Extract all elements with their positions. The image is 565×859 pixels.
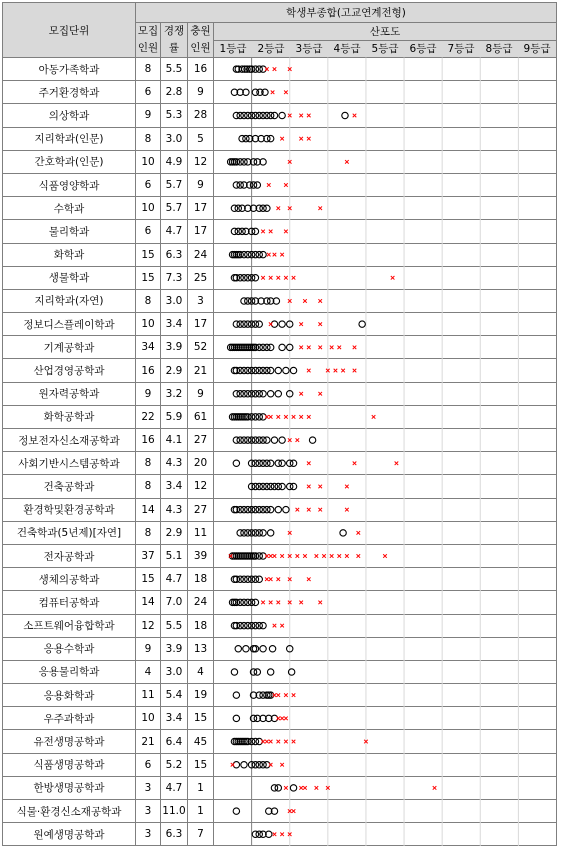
- rate-cell: 7.3: [161, 266, 188, 289]
- scatter-cell: [214, 150, 557, 173]
- scatter-cell: [214, 382, 557, 405]
- rate-cell: 5.7: [161, 197, 188, 220]
- quota-cell: 14: [136, 591, 161, 614]
- dept-cell: 식품생명공학과: [3, 753, 136, 776]
- rate-cell: 3.0: [161, 289, 188, 312]
- dept-cell: 전자공학과: [3, 544, 136, 567]
- dept-cell: 건축공학과: [3, 475, 136, 498]
- rate-cell: 6.3: [161, 243, 188, 266]
- scatter-cell: [214, 127, 557, 150]
- quota-cell: 15: [136, 266, 161, 289]
- header-quota: 모집 인원: [136, 23, 161, 58]
- scatter-cell: [214, 753, 557, 776]
- table-row: [3, 429, 557, 452]
- table-row: [3, 568, 557, 591]
- dept-cell: 응용물리학과: [3, 660, 136, 683]
- table-row: [3, 243, 557, 266]
- table-row: [3, 544, 557, 567]
- rate-cell: 3.2: [161, 382, 188, 405]
- dept-cell: 컴퓨터공학과: [3, 591, 136, 614]
- quota-cell: 8: [136, 452, 161, 475]
- dept-cell: 유전생명공학과: [3, 730, 136, 753]
- table-row: [3, 359, 557, 382]
- filled-cell: 17: [188, 313, 214, 336]
- filled-cell: 9: [188, 81, 214, 104]
- rate-cell: 4.9: [161, 150, 188, 173]
- rate-cell: 4.7: [161, 776, 188, 799]
- rate-cell: 7.0: [161, 591, 188, 614]
- scatter-cell: [214, 81, 557, 104]
- scatter-cell: [214, 452, 557, 475]
- filled-cell: 24: [188, 591, 214, 614]
- dept-cell: 응용수학과: [3, 637, 136, 660]
- rate-cell: 2.9: [161, 521, 188, 544]
- rate-cell: 6.4: [161, 730, 188, 753]
- rate-cell: 5.3: [161, 104, 188, 127]
- quota-cell: 8: [136, 521, 161, 544]
- filled-cell: 11: [188, 521, 214, 544]
- rate-cell: 6.3: [161, 823, 188, 846]
- filled-cell: 7: [188, 823, 214, 846]
- quota-cell: 15: [136, 243, 161, 266]
- dept-cell: 수학과: [3, 197, 136, 220]
- table-row: [3, 800, 557, 823]
- table-row: [3, 753, 557, 776]
- dept-cell: 정보디스플레이학과: [3, 313, 136, 336]
- quota-cell: 4: [136, 660, 161, 683]
- filled-cell: 19: [188, 684, 214, 707]
- rate-cell: 4.1: [161, 429, 188, 452]
- filled-cell: 1: [188, 800, 214, 823]
- filled-cell: 5: [188, 127, 214, 150]
- rate-cell: 3.4: [161, 475, 188, 498]
- grade-tick-label: 6등급: [409, 43, 437, 56]
- table-row: [3, 58, 557, 81]
- quota-cell: 11: [136, 684, 161, 707]
- dept-cell: 화학과: [3, 243, 136, 266]
- quota-cell: 21: [136, 730, 161, 753]
- table-row: [3, 823, 557, 846]
- quota-cell: 34: [136, 336, 161, 359]
- filled-cell: 12: [188, 475, 214, 498]
- scatter-cell: [214, 313, 557, 336]
- grade-tick-label: 7등급: [447, 43, 475, 56]
- dept-cell: 주거환경학과: [3, 81, 136, 104]
- filled-cell: 3: [188, 289, 214, 312]
- filled-cell: 39: [188, 544, 214, 567]
- table-row: [3, 289, 557, 312]
- rate-cell: 5.4: [161, 684, 188, 707]
- table-row: [3, 684, 557, 707]
- table-row: [3, 104, 557, 127]
- table-row: [3, 730, 557, 753]
- quota-cell: 8: [136, 127, 161, 150]
- dept-cell: 생체의공학과: [3, 568, 136, 591]
- quota-cell: 10: [136, 707, 161, 730]
- filled-cell: 52: [188, 336, 214, 359]
- scatter-cell: [214, 289, 557, 312]
- quota-cell: 12: [136, 614, 161, 637]
- dept-cell: 의상학과: [3, 104, 136, 127]
- scatter-cell: [214, 521, 557, 544]
- dept-cell: 식품영양학과: [3, 173, 136, 196]
- filled-cell: 9: [188, 173, 214, 196]
- header-rate: 경쟁 률: [161, 23, 188, 58]
- quota-cell: 9: [136, 104, 161, 127]
- rate-cell: 4.7: [161, 568, 188, 591]
- rate-cell: 3.9: [161, 336, 188, 359]
- scatter-cell: [214, 730, 557, 753]
- dept-cell: 산업경영공학과: [3, 359, 136, 382]
- rate-cell: 4.3: [161, 498, 188, 521]
- table-row: [3, 475, 557, 498]
- filled-cell: 17: [188, 220, 214, 243]
- scatter-cell: [214, 660, 557, 683]
- quota-cell: 14: [136, 498, 161, 521]
- scatter-cell: [214, 359, 557, 382]
- scatter-cell: [214, 823, 557, 846]
- filled-cell: 9: [188, 382, 214, 405]
- dept-cell: 환경학및환경공학과: [3, 498, 136, 521]
- quota-cell: 16: [136, 359, 161, 382]
- filled-cell: 15: [188, 707, 214, 730]
- filled-cell: 28: [188, 104, 214, 127]
- scatter-cell: [214, 800, 557, 823]
- table-row: [3, 127, 557, 150]
- dept-cell: 기계공학과: [3, 336, 136, 359]
- dept-cell: 사회기반시스템공학과: [3, 452, 136, 475]
- scatter-cell: [214, 544, 557, 567]
- table-row: [3, 150, 557, 173]
- grade-tick-label: 8등급: [485, 43, 513, 56]
- quota-cell: 15: [136, 568, 161, 591]
- dept-cell: 아동가족학과: [3, 58, 136, 81]
- scatter-cell: [214, 243, 557, 266]
- dept-cell: 응용화학과: [3, 684, 136, 707]
- table-row: [3, 521, 557, 544]
- quota-cell: 10: [136, 313, 161, 336]
- filled-cell: 61: [188, 405, 214, 428]
- grade-tick-label: 5등급: [371, 43, 399, 56]
- table-row: [3, 173, 557, 196]
- quota-cell: 8: [136, 475, 161, 498]
- rate-cell: 3.0: [161, 660, 188, 683]
- dept-cell: 원예생명공학과: [3, 823, 136, 846]
- table-row: [3, 637, 557, 660]
- quota-cell: 6: [136, 753, 161, 776]
- table-row: [3, 313, 557, 336]
- scatter-cell: [214, 498, 557, 521]
- table-row: [3, 197, 557, 220]
- quota-cell: 10: [136, 197, 161, 220]
- scatter-cell: [214, 707, 557, 730]
- filled-cell: 18: [188, 568, 214, 591]
- table-row: [3, 614, 557, 637]
- quota-cell: 22: [136, 405, 161, 428]
- dept-cell: 원자력공학과: [3, 382, 136, 405]
- table-row: [3, 498, 557, 521]
- quota-cell: 16: [136, 429, 161, 452]
- rate-cell: 2.9: [161, 359, 188, 382]
- filled-cell: 17: [188, 197, 214, 220]
- quota-cell: 8: [136, 58, 161, 81]
- rate-cell: 5.5: [161, 58, 188, 81]
- rate-cell: 3.9: [161, 637, 188, 660]
- rate-cell: 5.1: [161, 544, 188, 567]
- dept-cell: 한방생명공학과: [3, 776, 136, 799]
- filled-cell: 16: [188, 58, 214, 81]
- filled-cell: 15: [188, 753, 214, 776]
- scatter-cell: [214, 58, 557, 81]
- rate-cell: 3.4: [161, 707, 188, 730]
- data-table: [2, 2, 557, 846]
- table-row: [3, 81, 557, 104]
- table-row: [3, 266, 557, 289]
- table-row: [3, 382, 557, 405]
- dept-cell: 식물·환경신소재공학과: [3, 800, 136, 823]
- scatter-cell: [214, 266, 557, 289]
- rate-cell: 2.8: [161, 81, 188, 104]
- quota-cell: 3: [136, 800, 161, 823]
- filled-cell: 1: [188, 776, 214, 799]
- dept-cell: 우주과학과: [3, 707, 136, 730]
- dept-cell: 생물학과: [3, 266, 136, 289]
- rate-cell: 3.0: [161, 127, 188, 150]
- rate-cell: 5.5: [161, 614, 188, 637]
- header-group: 학생부종합(고교연계전형): [136, 3, 557, 23]
- grade-tick-label: 1등급: [219, 43, 247, 56]
- scatter-cell: [214, 405, 557, 428]
- filled-cell: 25: [188, 266, 214, 289]
- table-row: [3, 452, 557, 475]
- dept-cell: 정보전자신소재공학과: [3, 429, 136, 452]
- rate-cell: 3.4: [161, 313, 188, 336]
- dept-cell: 물리학과: [3, 220, 136, 243]
- header-filled: 충원 인원: [188, 23, 214, 58]
- filled-cell: 12: [188, 150, 214, 173]
- header-dept: 모집단위: [3, 3, 136, 58]
- quota-cell: 8: [136, 289, 161, 312]
- quota-cell: 10: [136, 150, 161, 173]
- filled-cell: 21: [188, 359, 214, 382]
- table-row: [3, 776, 557, 799]
- quota-cell: 6: [136, 220, 161, 243]
- dept-cell: 지리학과(인문): [3, 127, 136, 150]
- filled-cell: 27: [188, 498, 214, 521]
- grade-tick-label: 2등급: [257, 43, 285, 56]
- table-row: [3, 707, 557, 730]
- rate-cell: 5.2: [161, 753, 188, 776]
- quota-cell: 37: [136, 544, 161, 567]
- grade-axis-labels: [214, 40, 557, 58]
- filled-cell: 24: [188, 243, 214, 266]
- table-row: [3, 220, 557, 243]
- filled-cell: 45: [188, 730, 214, 753]
- dept-cell: 건축학과(5년제)[자연]: [3, 521, 136, 544]
- scatter-cell: [214, 197, 557, 220]
- filled-cell: 27: [188, 429, 214, 452]
- scatter-cell: [214, 475, 557, 498]
- filled-cell: 4: [188, 660, 214, 683]
- table-row: [3, 591, 557, 614]
- quota-cell: 6: [136, 173, 161, 196]
- dept-cell: 소프트웨어융합학과: [3, 614, 136, 637]
- scatter-cell: [214, 591, 557, 614]
- scatter-cell: [214, 429, 557, 452]
- scatter-cell: [214, 614, 557, 637]
- table-row: [3, 660, 557, 683]
- scatter-cell: [214, 220, 557, 243]
- scatter-cell: [214, 568, 557, 591]
- grade-tick-label: 4등급: [333, 43, 361, 56]
- quota-cell: 9: [136, 637, 161, 660]
- grade-tick-label: 3등급: [295, 43, 323, 56]
- scatter-cell: [214, 104, 557, 127]
- quota-cell: 3: [136, 823, 161, 846]
- quota-cell: 6: [136, 81, 161, 104]
- dept-cell: 간호학과(인문): [3, 150, 136, 173]
- rate-cell: 5.7: [161, 173, 188, 196]
- scatter-cell: [214, 336, 557, 359]
- scatter-cell: [214, 684, 557, 707]
- quota-cell: 3: [136, 776, 161, 799]
- scatter-cell: [214, 776, 557, 799]
- dept-cell: 화학공학과: [3, 405, 136, 428]
- grade-tick-label: 9등급: [523, 43, 551, 56]
- header-scatter: 산포도: [214, 23, 557, 41]
- table-row: [3, 336, 557, 359]
- scatter-cell: [214, 637, 557, 660]
- filled-cell: 13: [188, 637, 214, 660]
- scatter-cell: [214, 173, 557, 196]
- rate-cell: 11.0: [161, 800, 188, 823]
- rate-cell: 4.7: [161, 220, 188, 243]
- filled-cell: 18: [188, 614, 214, 637]
- filled-cell: 20: [188, 452, 214, 475]
- rate-cell: 5.9: [161, 405, 188, 428]
- table-row: [3, 405, 557, 428]
- rate-cell: 4.3: [161, 452, 188, 475]
- dept-cell: 지리학과(자연): [3, 289, 136, 312]
- quota-cell: 9: [136, 382, 161, 405]
